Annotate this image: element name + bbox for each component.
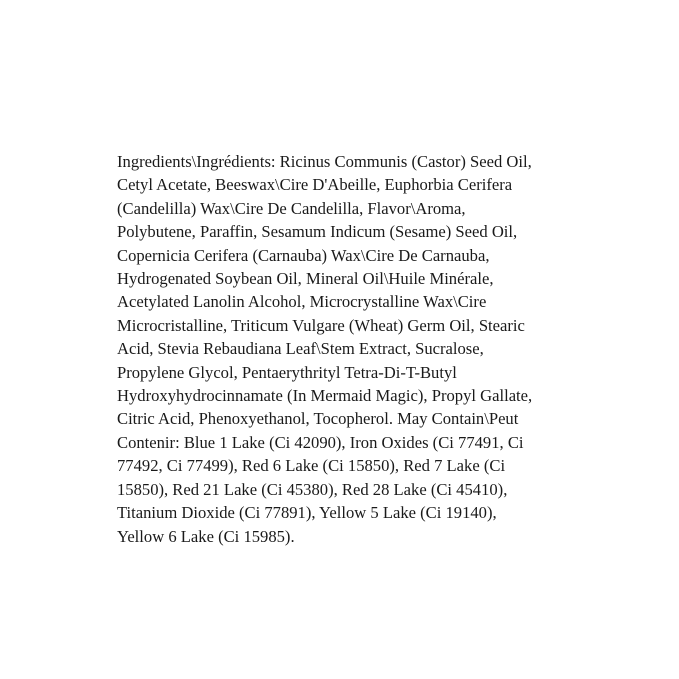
ingredients-line: Hydrogenated Soybean Oil, Mineral Oil\Huile Minérale, — [117, 269, 494, 289]
ingredients-line: Titanium Dioxide (Ci 77891), Yellow 5 Lake (Ci 19140), — [117, 503, 497, 523]
ingredients-text — [117, 150, 587, 548]
ingredients-line: Propylene Glycol, Pentaerythrityl Tetra-Di-T-Butyl — [117, 362, 457, 382]
ingredients-line: Copernicia Cerifera (Carnauba) Wax\Cire De Carnauba, — [117, 245, 490, 265]
ingredients-line: Contenir: Blue 1 Lake (Ci 42090), Iron Oxides (Ci 77491, Ci — [117, 432, 524, 452]
ingredients-line: Hydroxyhydrocinnamate (In Mermaid Magic), Propyl Gallate, — [117, 386, 533, 406]
ingredients-line: (Candelilla) Wax\Cire De Candelilla, Flavor\Aroma, — [117, 198, 466, 218]
ingredients-line: 15850), Red 21 Lake (Ci 45380), Red 28 Lake (Ci 45410), — [117, 479, 508, 499]
ingredients-line: Microcristalline, Triticum Vulgare (Wheat) Germ Oil, Stearic — [117, 315, 525, 335]
ingredients-line: Ingredients\Ingrédients: Ricinus Communis (Castor) Seed Oil, — [117, 152, 532, 171]
ingredients-line: Polybutene, Paraffin, Sesamum Indicum (Sesame) Seed Oil, — [117, 222, 518, 242]
ingredients-line: Yellow 6 Lake (Ci 15985). — [117, 526, 295, 546]
ingredients-line: Citric Acid, Phenoxyethanol, Tocopherol. May Contain\Peut — [117, 409, 519, 429]
ingredients-line: Acid, Stevia Rebaudiana Leaf\Stem Extract, Sucralose, — [117, 339, 484, 359]
ingredients-line: 77492, Ci 77499), Red 6 Lake (Ci 15850), Red 7 Lake (Ci — [117, 456, 506, 476]
ingredients-line: Acetylated Lanolin Alcohol, Microcrystalline Wax\Cire — [117, 292, 487, 312]
ingredients-line: Cetyl Acetate, Beeswax\Cire D'Abeille, Euphorbia Cerifera — [117, 175, 513, 195]
